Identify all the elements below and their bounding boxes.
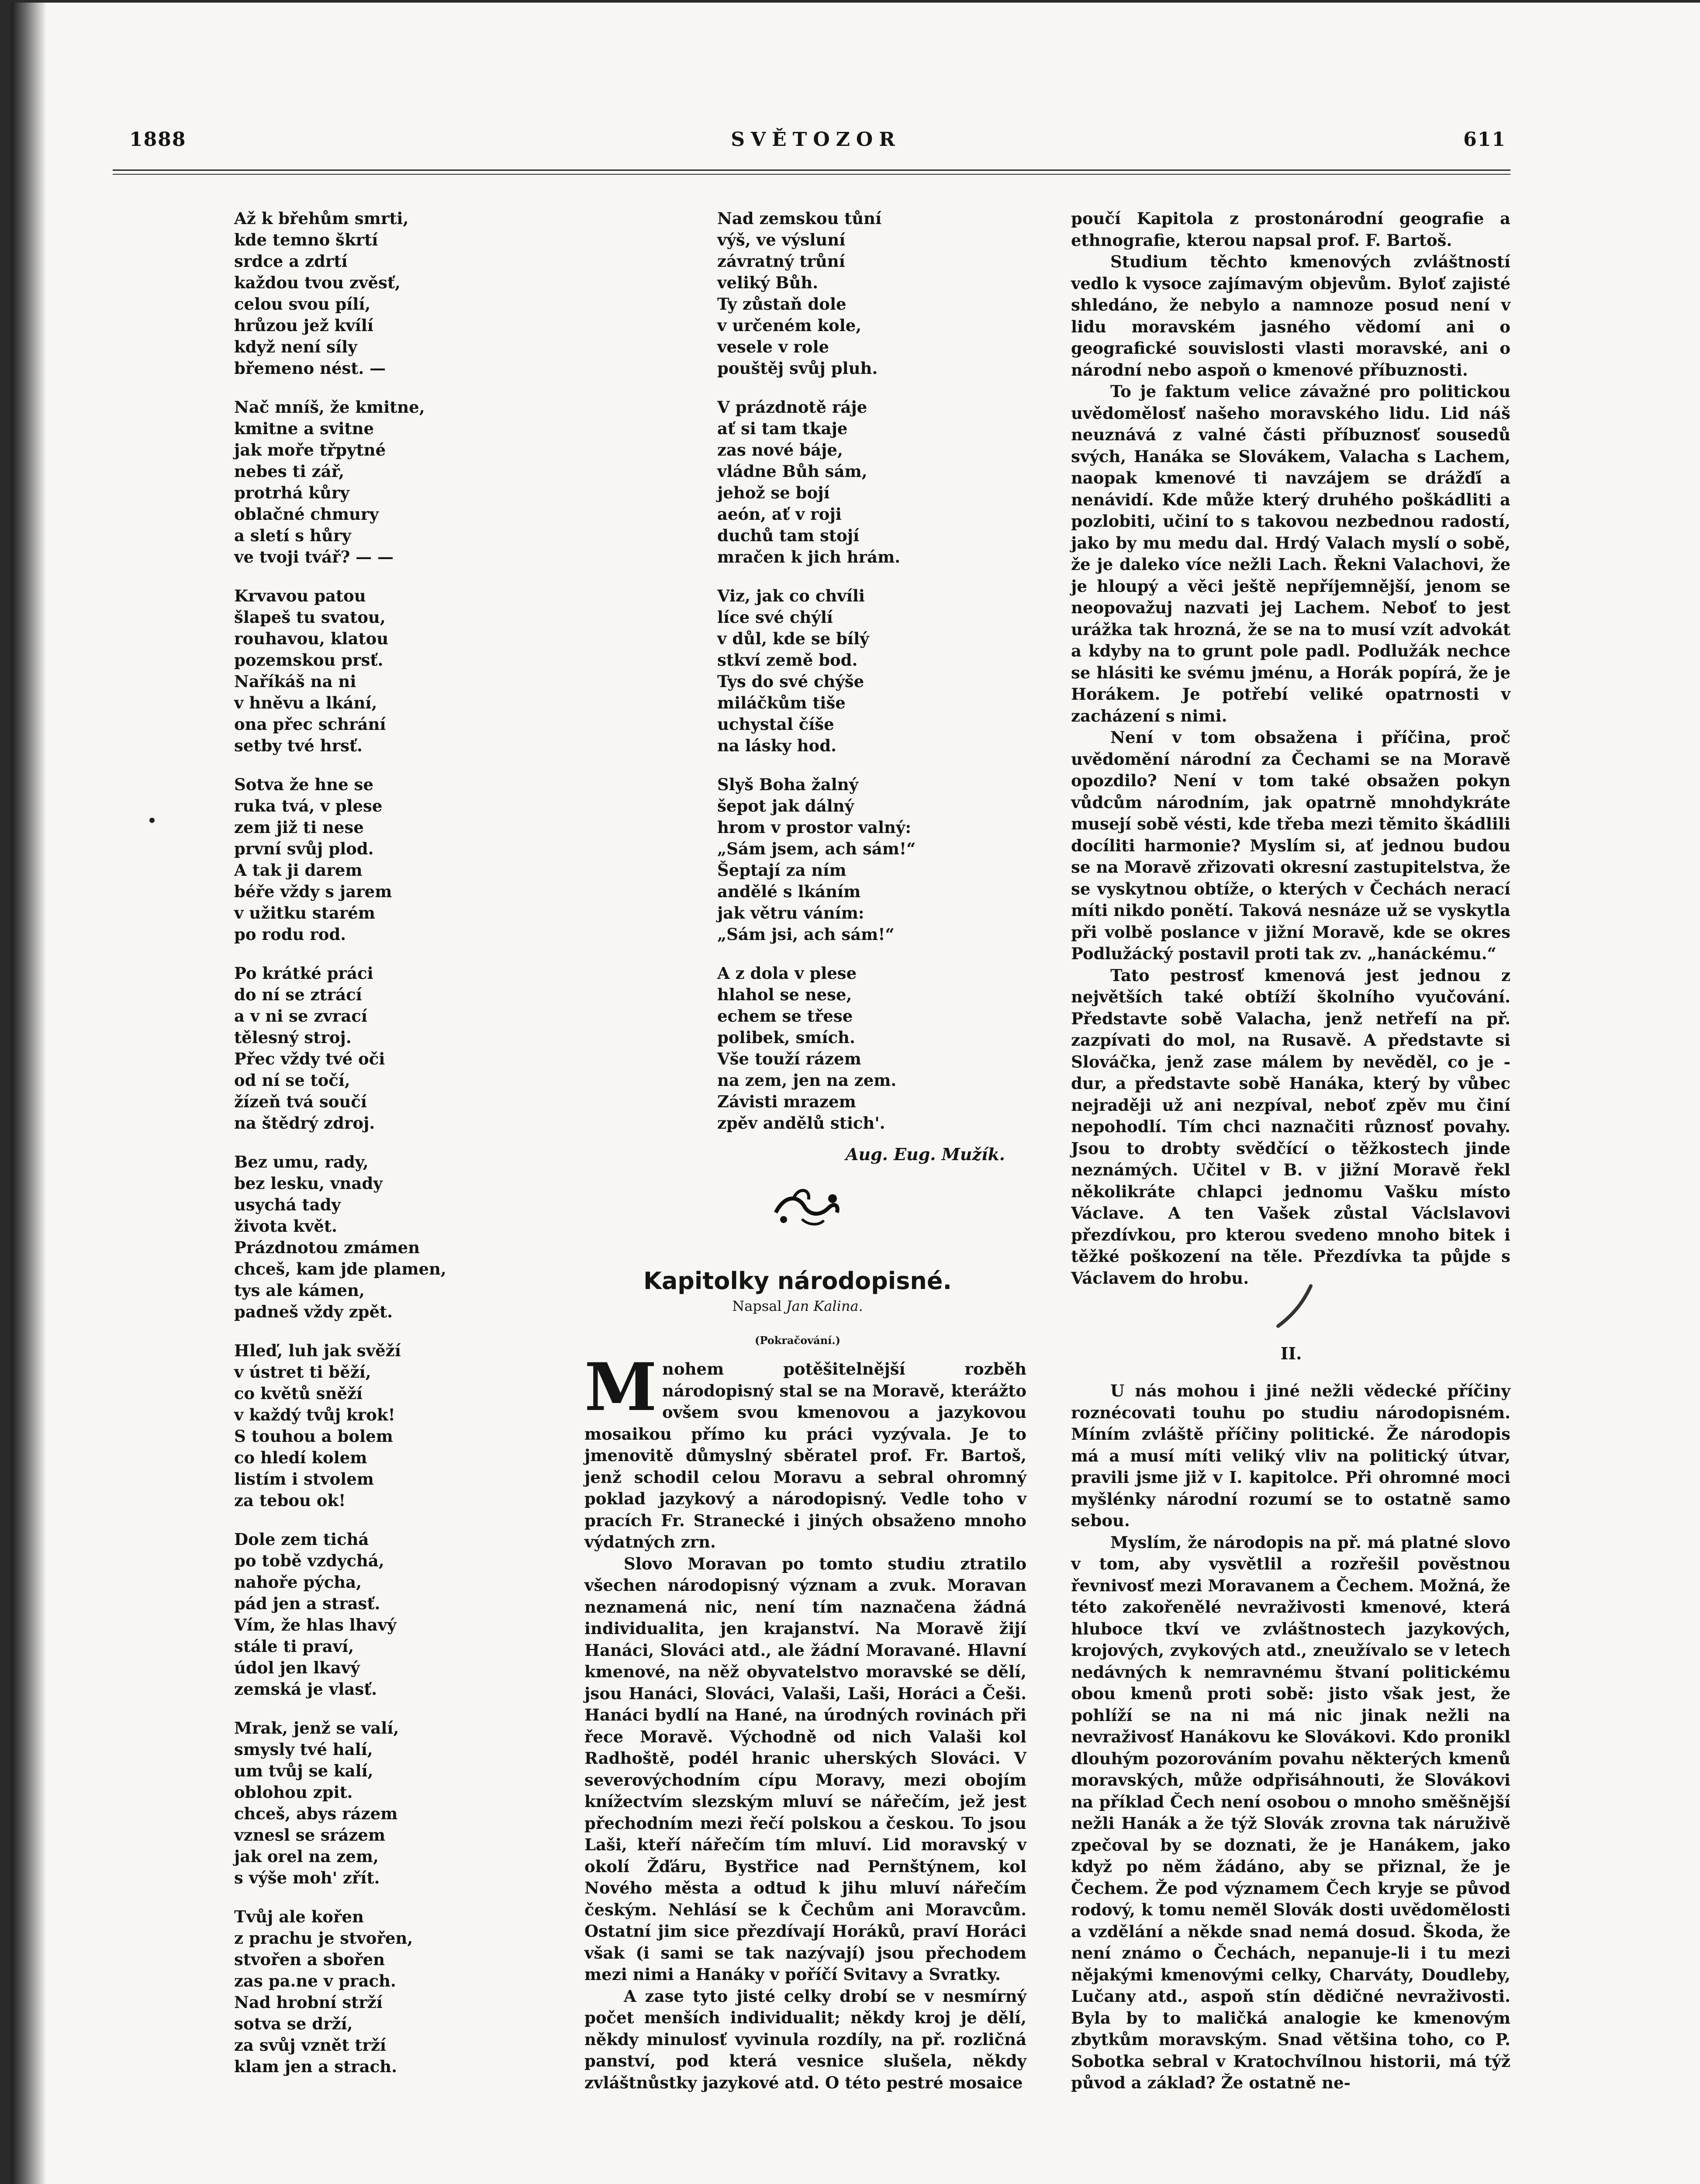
ornament-icon (767, 1182, 846, 1230)
poem-line: Ty zůstaň dole (717, 294, 847, 314)
poem-line: kde temno škrtí (234, 230, 378, 249)
section-number: II. (1280, 1344, 1302, 1363)
poem-line: od ní se točí, (234, 1071, 350, 1090)
poem-line: „Sám jsem, ach sám!“ (717, 839, 916, 858)
poem-line: uchystal číše (717, 715, 834, 734)
poem-line: hrůzou jež kvílí (234, 316, 373, 335)
poem-line: Závisti mrazem (717, 1092, 856, 1111)
poem-line: za tebou ok! (234, 1491, 346, 1510)
poem-line: celou svou pílí, (234, 294, 371, 314)
poem-line: Přec vždy tvé oči (234, 1049, 385, 1068)
poem-line: pád jen a strasť. (234, 1594, 380, 1613)
poem-line: klam jen a strach. (234, 2057, 397, 2076)
poem-line: padneš vždy zpět. (234, 1302, 393, 1321)
poem-line: zas nové báje, (717, 440, 843, 460)
continued-note: (Pokračování.) (755, 1334, 840, 1347)
poem-line: nebes ti zář, (234, 462, 345, 481)
poem-line: jak větru váním: (717, 903, 864, 923)
poem-line: smysly tvé halí, (234, 1740, 373, 1759)
poem-line: závratný trůní (717, 252, 845, 271)
page-header (126, 128, 1506, 155)
poem-line: Bez umu, rady, (234, 1152, 369, 1171)
poem-line: Po krátké práci (234, 964, 373, 983)
poem-line: na štědrý zdroj. (234, 1113, 375, 1133)
poem-line: jak orel na zem, (234, 1847, 379, 1866)
poem-line: údol jen lkavý (234, 1658, 360, 1677)
poem-line: Naříkáš na ni (234, 672, 356, 691)
poem-line: Šeptají za ním (717, 860, 847, 880)
poem-line: Prázdnotou zmámen (234, 1238, 420, 1257)
poem-line: hlahol se nese, (717, 985, 852, 1004)
poem-stanza (234, 1529, 479, 1700)
poem-line: chceš, abys rázem (234, 1804, 398, 1823)
poem-line: v užitku starém (234, 903, 375, 923)
poem-line: v hněvu a lkání, (234, 693, 377, 712)
poem-line: tělesný stroj. (234, 1028, 352, 1047)
article-column-3-bottom (1071, 1380, 1510, 2094)
poem-line: mračen k jich hrám. (717, 547, 901, 567)
poem-stanza (234, 585, 479, 757)
poem-line: a sletí s hůry (234, 526, 351, 545)
poem-stanza (717, 774, 979, 945)
poem-line: um tvůj se kalí, (234, 1761, 373, 1780)
poem-line: stvořen a sbořen (234, 1950, 385, 1969)
poem-line: za svůj vznět trží (234, 2035, 386, 2055)
byline-prefix: Napsal (732, 1298, 782, 1314)
poem-line: duchů tam stojí (717, 526, 860, 545)
poem-line: po rodu rod. (234, 925, 346, 944)
poem-line: bez lesku, vnady (234, 1174, 383, 1193)
article-paragraph: To je faktum velice závažné pro politickou uvědomělosť našeho moravského lidu. Lid náš neuznává z valné části příbuznosť sousedů svých, Hanáka se Slovákem, Valacha s Lachem, naopak kmenové ti navzájem se drážďí a nenávidí. Kde může který druhého poškádliti a pozlobiti, učiní to s takovou nezbednou radostí, jako by mu medu dal. Hrdý Valach myslí o sobě, že je daleko více nežli Lach. Řekni Valachovi, že je hloupý a věci ještě nepříjemnější, jenom se neopovažuj nazvati jej Lachem. Neboť to jest urážka tak hrozná, že se na to musí vzít advokát a kdyby na to grunt pole padl. Podlužák nechce se hlásiti ke svému jménu, a Horák popírá, že je Horákem. Je potřebí veliké opatrnosti v zacházení s nimi. (1071, 382, 1510, 726)
poem-stanza (234, 208, 479, 379)
poem-line: rouhavou, klatou (234, 629, 389, 648)
binding-shadow (11, 3, 46, 2184)
poem-line: v každý tvůj krok! (234, 1405, 395, 1424)
poem-line: srdce a zdrtí (234, 252, 348, 271)
poem-line: polibek, smích. (717, 1028, 855, 1047)
poem-line: Tvůj ale kořen (234, 1907, 364, 1926)
poem-line: listím i stvolem (234, 1469, 374, 1489)
header-rule-secondary (113, 174, 1510, 175)
poem-line: v ústret ti běží, (234, 1362, 371, 1382)
poem-line: života květ. (234, 1216, 337, 1236)
poem-stanza (234, 397, 479, 568)
pen-mark-icon (1274, 1282, 1317, 1330)
poem-column-1 (234, 208, 479, 2095)
poem-line: andělé s lkáním (717, 882, 861, 901)
poem-line: Slyš Boha žalný (717, 775, 859, 794)
poem-line: s výše moh' zřít. (234, 1868, 380, 1887)
poem-line: veliký Bůh. (717, 273, 819, 292)
poem-line: v určeném kole, (717, 316, 862, 335)
poem-line: šlapeš tu svatou, (234, 608, 386, 627)
poem-line: oblačné chmury (234, 505, 379, 524)
poem-line: nahoře pýcha, (234, 1572, 362, 1592)
poem-line: na lásky hod. (717, 736, 836, 755)
poem-line: vládne Bůh sám, (717, 462, 867, 481)
header-rule (113, 169, 1510, 171)
article-column-3-top (1071, 208, 1510, 1289)
poem-line: první svůj plod. (234, 839, 374, 858)
poem-line: Nad hrobní strží (234, 1993, 383, 2012)
article-paragraph: A zase tyto jisté celky drobí se v nesmírný počet menších individualit; někdy kroj je dělí, někdy minulosť vyvinula rozdíly, na př. rozličná panství, pod která vesnice slušela, někdy zvláštnůstky jazykové atd. O této pestré mosaice (584, 1986, 1026, 2092)
poem-stanza (717, 585, 979, 757)
poem-line: zpěv andělů stich'. (717, 1113, 885, 1133)
poem-line: vesele v role (717, 337, 829, 356)
poem-line: po tobě vzdychá, (234, 1551, 384, 1570)
poem-line: chceš, kam jde plamen, (234, 1259, 446, 1279)
poem-line: A tak ji darem (234, 860, 363, 880)
poem-line: pouštěj svůj pluh. (717, 359, 878, 378)
poem-line: vznesl se srázem (234, 1825, 385, 1845)
poem-line: šepot jak dálný (717, 796, 854, 816)
poem-line: stkví země bod. (717, 650, 858, 670)
article-paragraph: nohem potěšitelnější rozběh národopisný stal se na Moravě, kterážto ovšem svou kmenovou a jazykovou mosaikou přímo ku práci vyzývala. Je to jmenovitě důmyslný sběratel prof. Fr. Bartoš, jenž schodil celou Moravu a sebral ohromný poklad jazykový a národopisný. Vedle toho v pracích Fr. Stranecké i jiných obsaženo mnoho výdatných zrn. (584, 1359, 1026, 1552)
article-paragraph: poučí Kapitola z prostonárodní geografie a ethnografie, kterou napsal prof. F. Bartoš. (1071, 209, 1510, 250)
article-paragraph: U nás mohou i jiné nežli vědecké příčiny roznécovati touhu po studiu národopisném. Míním zvláště příčiny politické. Že národopis má a musí míti veliký vliv na politický útvar, pravili jsme již v I. kapitolce. Při ohromné moci myšlénky národní rozumí se to ostatně samo sebou. (1071, 1381, 1510, 1530)
poem-line: na zem, jen na zem. (717, 1071, 897, 1090)
poem-stanza (717, 208, 979, 379)
poem-line: ve tvoji tvář? — — (234, 547, 394, 567)
article-byline (579, 1298, 1016, 1314)
poem-line: ruka tvá, v plese (234, 796, 383, 816)
header-year: 1888 (129, 128, 187, 151)
poem-line: Nač mníš, že kmitne, (234, 397, 425, 417)
page (11, 3, 1700, 2184)
poem-stanza (234, 1151, 479, 1323)
article-paragraph: Studium těchto kmenových zvláštností vedlo k vysoce zajímavým objevům. Byloť zajisté shledáno, že nebylo a namnoze posud není v lidu moravském jasného vědomí ani o geografické souvislosti vlasti moravské, ani o národní nebo aspoň o kmenové příbuznosti. (1071, 252, 1510, 380)
poem-line: pozemskou prsť. (234, 650, 384, 670)
poem-line: jak moře třpytné (234, 440, 386, 460)
poem-line: miláčkům tiše (717, 693, 846, 712)
poem-stanza (234, 963, 479, 1134)
poem-stanza (717, 397, 979, 568)
poem-line: V prázdnotě ráje (717, 397, 867, 417)
poem-stanza (234, 1906, 479, 2077)
poem-line: co hledí kolem (234, 1448, 367, 1467)
poem-line: setby tvé hrsť. (234, 736, 363, 755)
article-paragraph: Myslím, že národopis na př. má platné slovo v tom, aby vysvětlil a rozřešil pověstnou řevnivosť mezi Moravanem a Čechem. Možná, že této zakořenělé nevraživosti kmenové, která hluboce tkví ve zvláštnostech jazykových, krojových, zvykových atd., zneužívalo se v letech nedávných k nemravnému štvaní politickému obou kmenů proti sobě: jisto však jest, že pohlíží se na ni má nic jinak nežli na nevraživosť Hanákovu ke Slovákovi. Kdo pronikl dlouhým pozorováním povahu některých kmenů moravských, může odpřisáhnouti, že Slovákovi na příklad Čech není osobou o mnoho směšnější nežli Hanák a že týž Slovák zrovna tak náruživě zpečoval by se doznati, že je Hanákem, jako když po něm žádáno, aby se přiznal, že je Čechem. Že pod významem Čech kryje se původ rodový, k tomu neměl Slovák dosti uvědomělosti a vzdělání a někde snad nemá dosud. Škoda, že není známo o Čechách, nepanuje-li i tu mezi nějakými kmenovými celky, Charváty, Doudleby, Lučany atd., aspoň stín dědičné nevraživosti. Byla by to maličká analogie ke kmenovým zbytkům moravským. Snad většina toho, co P. Sobotka sebral v Kratochvílnou historii, má týž původ a základ? Že ostatně ne- (1071, 1532, 1510, 2092)
poem-line: Krvavou patou (234, 586, 366, 605)
poem-line: „Sám jsi, ach sám!“ (717, 925, 895, 944)
poem-line: béře vždy s jarem (234, 882, 392, 901)
poem-line: v důl, kde se bílý (717, 629, 869, 648)
poem-line: protrhá kůry (234, 483, 349, 502)
poem-line: Nad zemskou tůní (717, 209, 882, 228)
poem-line: Viz, jak co chvíli (717, 586, 865, 605)
poem-line: do ní se ztrácí (234, 985, 362, 1004)
poem-line: a v ni se zvrací (234, 1006, 367, 1026)
poem-line: když není síly (234, 337, 357, 356)
header-page-number: 611 (1463, 128, 1506, 151)
poem-line: Vím, že hlas lhavý (234, 1615, 397, 1635)
poem-line: Mrak, jenž se valí, (234, 1718, 399, 1738)
poem-stanza (234, 1717, 479, 1889)
poem-line: S touhou a bolem (234, 1427, 393, 1446)
article-paragraph: Slovo Moravan po tomto studiu ztratilo všechen národopisný význam a zvuk. Moravan neznamená nic, není tím naznačena žádná individualita, jen krajanství. Na Moravě žijí Hanáci, Slováci atd., ale žádní Moravané. Hlavní kmenové, na něž obyvatelstvo moravské se dělí, jsou Hanáci, Slováci, Valaši, Laši, Horáci a Češi. Hanáci bydlí na Hané, na úrodných rovinách při řece Moravě. Východně od nich Valaši kol Radhoště, podél hranic uherských Slováci. V severovýchodním cípu Moravy, mezi obojím knížectvím slezským mluví se nářečím, jež jest přechodním mezi řečí polskou a českou. To jsou Laši, kteří nářečím tím mluví. Lid moravský v okolí Žďáru, Bystřice nad Pernštýnem, kol Nového města a odtud k jihu mluví nářečím českým. Nehlásí se k Čechům ani Moravcům. Ostatní jim sice přezdívají Horáků, praví Horáci však (i sami se tak nazývají) jsou přechodem mezi nimi a Hanáky v poříčí Svitavy a Svratky. (584, 1554, 1026, 1984)
poem-line: kmitne a svitne (234, 419, 374, 438)
poem-line: A z dola v plese (717, 964, 857, 983)
poem-line: žízeň tvá součí (234, 1092, 367, 1111)
poem-line: usychá tady (234, 1195, 341, 1214)
poem-line: ona přec schrání (234, 715, 386, 734)
article-column-2 (584, 1349, 1026, 2094)
poem-line: Dole zem tichá (234, 1530, 369, 1549)
header-title: SVĚTOZOR (731, 128, 901, 151)
poem-line: líce své chýlí (717, 608, 833, 627)
poem-line: tys ale kámen, (234, 1281, 365, 1300)
article-paragraph: Není v tom obsažena i příčina, proč uvědomění národní za Čechami se na Moravě opozdilo? Není v tom také obsažen pokyn vůdcům národním, jak opatrně mnohdykráte musejí sobě vésti, kde třeba mezi těmito škádlili docíliti harmonie? Myslím si, ať jednou budou se na Moravě zřizovati okresní zastupitelstva, že se vyskytnou obtíže, o kterých v Čechách nerací míti nikdo ponětí. Taková nesnáze už se vyskytla při volbě poslance v jižní Moravě, kde se okres Podlužácký postavil proti tak zv. „hanáckému.“ (1071, 728, 1510, 963)
poem-line: výš, ve výsluní (717, 230, 846, 249)
poem-stanza (717, 963, 979, 1134)
poem-line: Tys do své chýše (717, 672, 864, 691)
poem-line: Sotva že hne se (234, 775, 373, 794)
poem-line: z prachu je stvořen, (234, 1928, 413, 1948)
poem-line: oblohou zpit. (234, 1783, 353, 1802)
article-paragraph: Tato pestrosť kmenová jest jednou z největších také obtíží školního vyučování. Představte sobě Valacha, jenž netřefí na př. zazpívati do mol, na Rusavě. A představte si Slováčka, jenž zase málem by nevěděl, co je -dur, a představte sobě Hanáka, který by vůbec nejraději už ani nezpíval, neboť zpěv mu činí nepohodlí. Tím chci naznačiti různosť povahy. Jsou to drobty svědčící o těžkostech jinde neznámých. Učitel v B. v jižní Moravě řekl několikráte chlapci jednomu Vašku místo Václave. A ten Vašek zůstal Václslavovi přezdívkou, pro kterou svedeno mnoho bitek i těžké poškození na těle. Přezdívka ta půjde s Václavem do hrobu. (1071, 965, 1510, 1288)
poem-line: Vše touží rázem (717, 1049, 861, 1068)
poem-column-2 (717, 208, 979, 1151)
poem-line: sotva se drží, (234, 2014, 353, 2033)
poem-line: stále ti praví, (234, 1637, 354, 1656)
dropcap: M (584, 1349, 657, 1426)
poem-stanza (234, 774, 479, 945)
poem-line: zem již ti nese (234, 818, 364, 837)
poem-stanza (234, 1340, 479, 1511)
poem-line: Až k břehům smrti, (234, 209, 409, 228)
poem-line: každou tvou zvěsť, (234, 273, 401, 292)
stray-ink-dot (149, 818, 155, 823)
poem-line: hrom v prostor valný: (717, 818, 912, 837)
poem-line: zas pa.ne v prach. (234, 1971, 396, 1990)
poem-line: ať si tam tkaje (717, 419, 848, 438)
poem-line: jehož se bojí (717, 483, 830, 502)
poem-signature: Aug. Eug. Mužík. (846, 1144, 1005, 1164)
byline-author: Jan Kalina. (786, 1298, 863, 1314)
poem-line: co květů sněží (234, 1384, 363, 1403)
poem-line: zemská je vlasť. (234, 1679, 377, 1699)
article-title: Kapitolky národopisné. (643, 1267, 952, 1295)
poem-line: echem se třese (717, 1006, 853, 1026)
poem-line: aeón, ať v roji (717, 505, 842, 524)
poem-line: Hleď, luh jak svěží (234, 1341, 401, 1360)
poem-line: břemeno nést. — (234, 359, 386, 378)
